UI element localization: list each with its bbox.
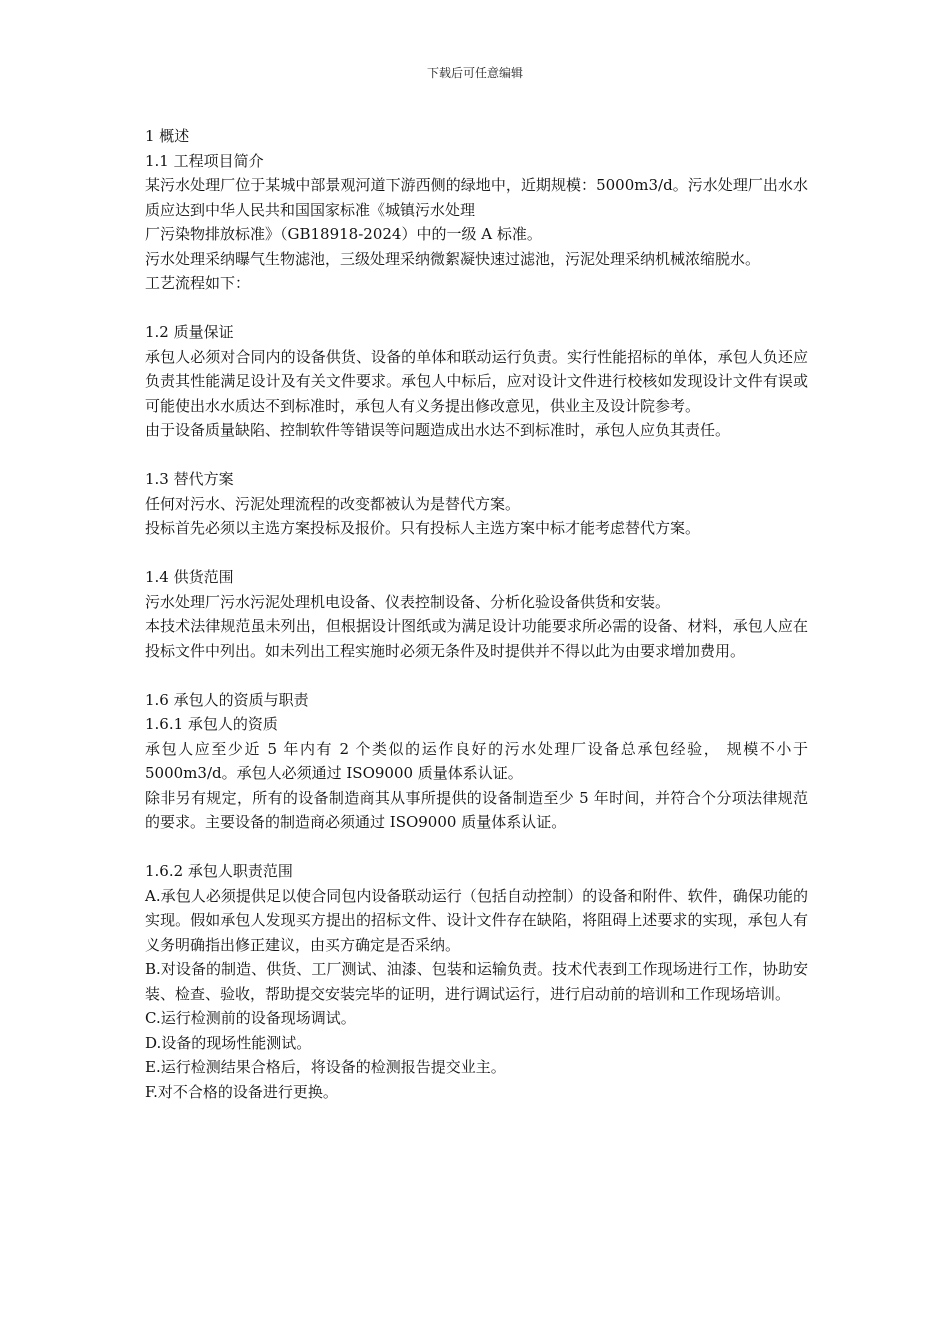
heading-1-1: 1.1 工程项目简介 — [145, 151, 264, 170]
paragraph: 投标首先必须以主选方案投标及报价。只有投标人主选方案中标才能考虑替代方案。 — [145, 519, 701, 537]
heading-1-3: 1.3 替代方案 — [145, 470, 234, 488]
paragraph: 任何对污水、污泥处理流程的改变都被认为是替代方案。 — [145, 494, 521, 513]
list-item: D.设备的现场性能测试。 — [145, 1033, 312, 1052]
heading-1-6-2: 1.6.2 承包人职责范围 — [145, 862, 293, 880]
paragraph: 承包人必须对合同内的设备供货、设备的单体和联动运行负责。实行性能招标的单体，承包人负还应负责其性能满足设计及有关文件要求。承包人中标后，应对设计文件进行校核如发现设计文件有误或可能使出水水质达不到标准时，承包人有义务提出修改意见，供业主及设计院参考。 — [145, 347, 808, 415]
spacer — [145, 296, 808, 321]
heading-1-2: 1.2 质量保证 — [145, 323, 234, 341]
paragraph: 承包人应至少近 5 年内有 2 个类似的运作良好的污水处理厂设备总承包经验， 规模不小于 5000m3/d。承包人必须通过 ISO9000 质量体系认证。 — [145, 739, 808, 782]
heading-1-6-1: 1.6.1 承包人的资质 — [145, 715, 278, 733]
page-header: 下载后可任意编辑 — [426, 66, 523, 80]
paragraph: 某污水处理厂位于某城中部景观河道下游西侧的绿地中，近期规模：5000m3/d。污水处理厂出水水质应达到中华人民共和国国家标准《城镇污水处理 — [145, 176, 808, 219]
spacer — [145, 541, 808, 566]
paragraph: 除非另有规定，所有的设备制造商其从事所提供的设备制造至少 5 年时间，并符合个分项法律规范的要求。主要设备的制造商必须通过 ISO9000 质量体系认证。 — [145, 788, 808, 831]
spacer — [145, 443, 808, 468]
document-body — [145, 124, 808, 1104]
spacer — [145, 835, 808, 860]
paragraph: 污水处理厂污水污泥处理机电设备、仪表控制设备、分析化验设备供货和安装。 — [145, 592, 671, 611]
paragraph: 本技术法律规范虽未列出，但根据设计图纸或为满足设计功能要求所必需的设备、材料，承包人应在投标文件中列出。如未列出工程实施时必须无条件及时提供并不得以此为由要求增加费用。 — [145, 617, 808, 660]
paragraph: 工艺流程如下： — [145, 274, 251, 292]
heading-1-4: 1.4 供货范围 — [145, 568, 234, 586]
list-item: E.运行检测结果合格后，将设备的检测报告提交业主。 — [145, 1058, 506, 1076]
spacer — [145, 663, 808, 688]
list-item: B.对设备的制造、供货、工厂测试、油漆、包装和运输负责。技术代表到工作现场进行工作，协助安装、检查、验收，帮助提交安装完毕的证明，进行调试运行，进行启动前的培训和工作现场培训。 — [145, 960, 808, 1003]
paragraph: 污水处理采纳曝气生物滤池，三级处理采纳微絮凝快速过滤池，污泥处理采纳机械浓缩脱水。 — [145, 249, 761, 268]
heading-1-6: 1.6 承包人的资质与职责 — [145, 690, 309, 709]
list-item: A.承包人必须提供足以使合同包内设备联动运行（包括自动控制）的设备和附件、软件，确保功能的实现。假如承包人发现买方提出的招标文件、设计文件存在缺陷，将阻碍上述要求的实现，承包人有义务明确指出修正建议，由买方确定是否采纳。 — [145, 886, 808, 954]
paragraph: 厂污染物排放标准》（GB18918-2024）中的一级 A 标准。 — [145, 225, 542, 243]
heading-1: 1 概述 — [145, 127, 190, 145]
paragraph: 由于设备质量缺陷、控制软件等错误等问题造成出水达不到标准时，承包人应负其责任。 — [145, 421, 731, 439]
list-item: F.对不合格的设备进行更换。 — [145, 1082, 338, 1101]
list-item: C.运行检测前的设备现场调试。 — [145, 1009, 356, 1027]
